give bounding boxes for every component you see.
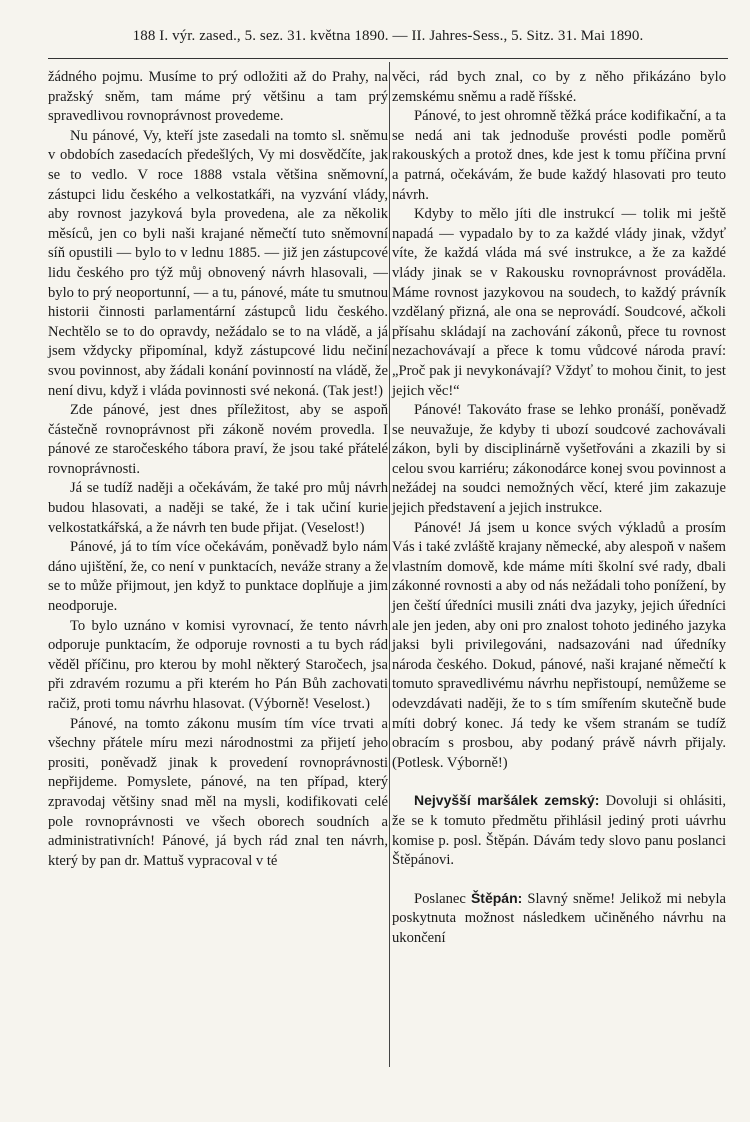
paragraph: Pánové! Takováto frase se lehko pronáší, poněvadž se neuvažuje, že kdyby ti ubozí soudcové zachovávali zákon, byli by disciplinárně vyšetřováni a zkazili by si celou svou karriéru; zákonodárce konej svou povinnost a nežádej na soudci nemožných věcí, které jim zakazuje jejich představení a jejich instrukce. — [392, 402, 726, 517]
paragraph: Pánové, já to tím více očekávám, poněvadž bylo nám dáno ujištění, že, co není v punktacích, neváže strany a že se to může přijmout, jen když to punktace doplňuje a jim neodporuje. — [48, 539, 388, 615]
speaker-prefix: Poslanec — [414, 890, 471, 907]
header-rule — [48, 58, 728, 59]
speech-text: Slavný sněme! Jelikož mi nebyla poskytnuta možnost následkem učiněného návrhu na ukončení — [392, 890, 726, 946]
paragraph: Já se tudíž naději a očekávám, že také pro můj návrh budou hlasovati, a naději se také, že i tak učiní kurie velkostatkářská, a že návrh ten bude přijat. (Veselost!) — [48, 480, 388, 536]
left-column — [48, 68, 388, 871]
paragraph: Zde pánové, jest dnes příležitost, aby se aspoň částečně rovnoprávnost při zákoně novém provedla. I pánové ze staročeského tábora praví, že jsou také přátelé rovnoprávnosti. — [48, 402, 388, 477]
column-divider — [389, 62, 390, 1067]
speaker-name: Štěpán: — [470, 889, 523, 906]
paragraph: Pánové, to jest ohromně těžká práce kodifikační, a ta se nedá ani tak jednoduše provésti podle poměrů rakouských a protož dnes, kde jest k tomu příčina první a patrná, očekávám, že bude každý hlasovati pro teuto návrh. — [392, 108, 726, 203]
paragraph: Pánové! Já jsem u konce svých výkladů a prosím Vás i také zvláště krajany německé, aby alespoň v našem vlastním domově, kde máme míti školní své rady, dbali zákonné rovnosti a aby od nás nežádali toho ponížení, by jen čeští úředníci musili znáti dva jazyky, jejich úředníci ale jen jeden, aby oni pro znalost tohoto jediného jazyka jaksi byli privilegováni, nadsazováni nad úředníky národa českého. Dokud, pánové, naši krajané němečtí k tomuto spravedlivému návrhu nepřistoupí, nemůžeme se odevzdávati naději, že to s tím smířením skutečně bude míti dobrý konec. Já tedy ke všem stranám se tudíž obracím s prosbou, aby podaný právě návrh přijaly. (Potlesk. Výborně!) — [392, 519, 726, 771]
page-header: 188 I. výr. zased., 5. sez. 31. května 1890. — II. Jahres-Sess., 5. Sitz. 31. Mai 1890. — [132, 28, 644, 44]
speaker-name: Nejvyšší maršálek zemský: — [414, 792, 600, 809]
paragraph: žádného pojmu. Musíme to prý odložiti až do Prahy, na pražský sněm, tam máme prý většinu a tam prý spravedlivou rovnoprávnost provedeme. — [48, 69, 388, 125]
speech-text: Dovoluji si ohlásiti, že se k tomuto předmětu přihlásil jediný proti uávrhu komise p. posl. Štěpán. Dávám tedy slovo panu poslanci Štěpánovi. — [392, 793, 726, 869]
paragraph: Nu pánové, Vy, kteří jste zasedali na tomto sl. sněmu v obdobích zasedacích předešlých, Vy mi dosvědčíte, jak se to vedlo. V roce 1888 vstala většina sněmovní, zástupci lidu českého a velkostatkáři, na vyzvání vlády, aby rovnost jazyková byla provedena, ale za několik měsíců, jen co byli naši krajané němečtí tuto sněmovní síň opustili — bylo to v lednu 1885. — již jen zástupcové lidu českého pro týž můj obnovený návrh hlasovali, — bylo to prý neoportunní, — a tu, pánové, máte tu smutnou historii činnosti parlamentární zástupců lidu českého. Nechtělo se to do opravdy, nežádalo se to na vládě, a já jsem vždycky připomínal, když zástupcové lidu nečiní svou povinnost, aby žádali konání povinností na vládě, že není divu, když i vláda povinnosti své nekoná. (Tak jest!) — [48, 127, 388, 399]
right-column — [392, 68, 726, 949]
paragraph: Pánové, na tomto zákonu musím tím více trvati a všechny přátele míru mezi národnostmi za přijetí jeho prositi, poněvadž jinak k provedení rovnoprávnosti nepřijdeme. Pomyslete, pánové, na ten případ, který zpravodaj většiny snad měl na mysli, kodifikovati celé pole rovnoprávnosti ve všech oborech soudních a administrativních! Pánové, já bych rád znal ten návrh, který by pan dr. Mattuš vypracoval v té — [48, 715, 388, 869]
speech-marshal — [392, 791, 726, 870]
paragraph: Kdyby to mělo jíti dle instrukcí — tolik mi ještě napadá — vypadalo by to za každé vlády jinak, vždyť víte, že každá vláda má své instrukce, a že za každé vlády jinak se v Rakousku rovnoprávnost prováděla. Máme rovnost jazykovou na soudech, to každý právník vzdělaný přizná, ale ona se neprovádí. Soudcové, ačkoli přísahu skládají na zachování zákonů, přece tu rovnost nezachovávají a přece k tomu vůdcové národa praví: „Proč pak ji nevykonávají? Vždyť to mohou činit, to jest jejich věc!“ — [392, 206, 726, 399]
paragraph: To bylo uznáno v komisi vyrovnací, že tento návrh odporuje punktacím, že odporuje rovnosti a tu bych rád věděl příčinu, pro kterou by mohl některý Staročech, jsa při zdravém rozumu a při kterém ho Pán Bůh zachovati račiž, proti tomu návrhu hlasovat. (Výborně! Veselost.) — [48, 617, 388, 712]
speech-stepan — [392, 889, 726, 949]
paragraph: věci, rád bych znal, co by z něho přikázáno bylo zemskému sněmu a radě říšské. — [392, 69, 726, 105]
